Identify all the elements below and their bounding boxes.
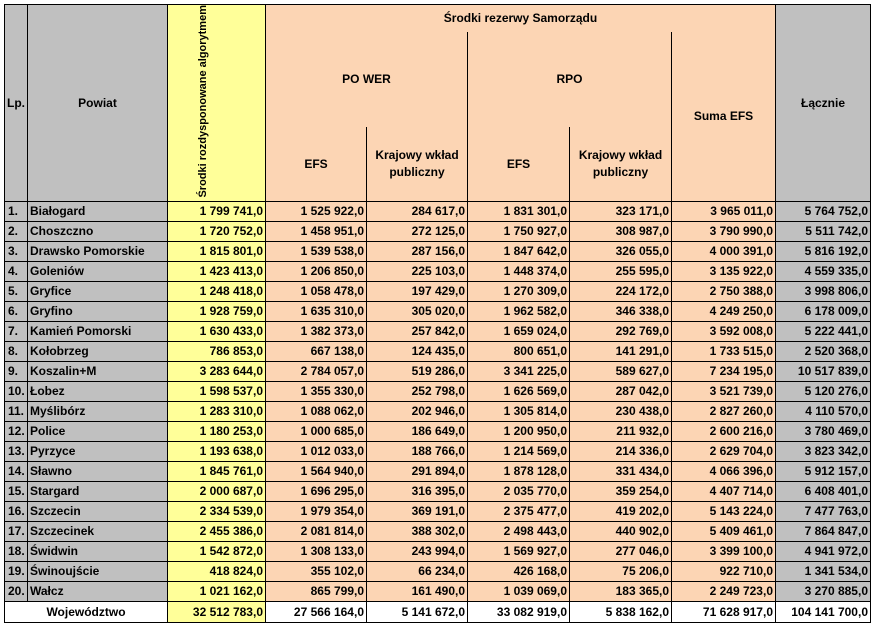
row-rpo-kwp: 141 291,0: [570, 341, 672, 361]
row-power-kwp: 272 125,0: [367, 221, 468, 241]
row-rpo-efs: 2 375 477,0: [468, 501, 570, 521]
total-rpo-kwp: 5 838 162,0: [570, 601, 672, 622]
row-suma: 3 399 100,0: [672, 541, 776, 561]
row-rpo-kwp: 440 902,0: [570, 521, 672, 541]
row-rpo-kwp: 326 055,0: [570, 241, 672, 261]
row-rpo-efs: 426 168,0: [468, 561, 570, 581]
row-alg: 1 928 759,0: [168, 301, 266, 321]
table-row: [5, 541, 871, 561]
row-alg: 1 193 638,0: [168, 441, 266, 461]
row-rpo-efs: 1 626 569,0: [468, 381, 570, 401]
row-lp: 5.: [5, 281, 28, 301]
row-suma: 5 143 224,0: [672, 501, 776, 521]
row-power-kwp: 287 156,0: [367, 241, 468, 261]
row-suma: 5 409 461,0: [672, 521, 776, 541]
row-power-efs: 1 635 310,0: [266, 301, 367, 321]
row-lp: 13.: [5, 441, 28, 461]
row-suma: 2 600 216,0: [672, 421, 776, 441]
row-suma: 4 249 250,0: [672, 301, 776, 321]
table-row: [5, 361, 871, 381]
row-power-kwp: 305 020,0: [367, 301, 468, 321]
row-rpo-kwp: 331 434,0: [570, 461, 672, 481]
row-power-kwp: 252 798,0: [367, 381, 468, 401]
row-lacznie: 4 559 335,0: [776, 261, 871, 281]
row-rpo-efs: 1 200 950,0: [468, 421, 570, 441]
row-alg: 2 000 687,0: [168, 481, 266, 501]
row-lp: 20.: [5, 581, 28, 601]
row-powiat: Kołobrzeg: [28, 341, 168, 361]
rpo-kwp-header: Krajowy wkład publiczny: [570, 127, 672, 201]
row-alg: 2 455 386,0: [168, 521, 266, 541]
row-lacznie: 4 941 972,0: [776, 541, 871, 561]
total-power-kwp: 5 141 672,0: [367, 601, 468, 622]
allocation-table: [4, 4, 871, 623]
row-rpo-kwp: 183 365,0: [570, 581, 672, 601]
row-suma: 2 249 723,0: [672, 581, 776, 601]
table-row: [5, 301, 871, 321]
row-alg: 2 334 539,0: [168, 501, 266, 521]
row-rpo-kwp: 230 438,0: [570, 401, 672, 421]
row-power-efs: 2 784 057,0: [266, 361, 367, 381]
total-label: Województwo: [5, 601, 168, 622]
row-lp: 6.: [5, 301, 28, 321]
row-power-efs: 1 058 478,0: [266, 281, 367, 301]
row-power-efs: 1 539 538,0: [266, 241, 367, 261]
row-rpo-efs: 1 847 642,0: [468, 241, 570, 261]
power-header: PO WER: [266, 32, 468, 128]
row-lacznie: 5 222 441,0: [776, 321, 871, 341]
table-row: [5, 341, 871, 361]
row-rpo-kwp: 224 172,0: [570, 281, 672, 301]
row-rpo-efs: 1 305 814,0: [468, 401, 570, 421]
row-rpo-kwp: 287 042,0: [570, 381, 672, 401]
row-rpo-efs: 2 035 770,0: [468, 481, 570, 501]
row-suma: 2 629 704,0: [672, 441, 776, 461]
row-power-kwp: 202 946,0: [367, 401, 468, 421]
row-rpo-efs: 1 214 569,0: [468, 441, 570, 461]
row-powiat: Goleniów: [28, 261, 168, 281]
row-power-efs: 667 138,0: [266, 341, 367, 361]
row-alg: 1 423 413,0: [168, 261, 266, 281]
row-suma: 4 066 396,0: [672, 461, 776, 481]
row-powiat: Police: [28, 421, 168, 441]
row-powiat: Sławno: [28, 461, 168, 481]
table-row: [5, 221, 871, 241]
row-powiat: Szczecinek: [28, 521, 168, 541]
row-suma: 2 827 260,0: [672, 401, 776, 421]
row-rpo-efs: 1 962 582,0: [468, 301, 570, 321]
row-lacznie: 10 517 839,0: [776, 361, 871, 381]
row-power-kwp: 124 435,0: [367, 341, 468, 361]
row-power-kwp: 257 842,0: [367, 321, 468, 341]
row-powiat: Białogard: [28, 201, 168, 221]
row-lacznie: 6 178 009,0: [776, 301, 871, 321]
rpo-efs-header: EFS: [468, 127, 570, 201]
row-rpo-kwp: 292 769,0: [570, 321, 672, 341]
row-powiat: Stargard: [28, 481, 168, 501]
total-alg: 32 512 783,0: [168, 601, 266, 622]
row-suma: 3 965 011,0: [672, 201, 776, 221]
row-power-kwp: 369 191,0: [367, 501, 468, 521]
row-lacznie: 5 764 752,0: [776, 201, 871, 221]
table-row: [5, 481, 871, 501]
row-power-efs: 1 012 033,0: [266, 441, 367, 461]
row-lp: 14.: [5, 461, 28, 481]
row-power-kwp: 188 766,0: [367, 441, 468, 461]
row-rpo-kwp: 214 336,0: [570, 441, 672, 461]
row-lp: 10.: [5, 381, 28, 401]
row-power-efs: 1 206 850,0: [266, 261, 367, 281]
rpo-header: RPO: [468, 32, 672, 128]
row-suma: 3 135 922,0: [672, 261, 776, 281]
row-powiat: Gryfice: [28, 281, 168, 301]
row-lp: 16.: [5, 501, 28, 521]
table-row: [5, 241, 871, 261]
row-alg: 1 720 752,0: [168, 221, 266, 241]
row-suma: 4 000 391,0: [672, 241, 776, 261]
row-lacznie: 4 110 570,0: [776, 401, 871, 421]
row-lp: 15.: [5, 481, 28, 501]
row-lp: 11.: [5, 401, 28, 421]
row-rpo-kwp: 211 932,0: [570, 421, 672, 441]
row-lp: 4.: [5, 261, 28, 281]
row-lacznie: 3 780 469,0: [776, 421, 871, 441]
row-rpo-kwp: 346 338,0: [570, 301, 672, 321]
row-lp: 2.: [5, 221, 28, 241]
table-row: [5, 441, 871, 461]
lp-header: Lp.: [5, 5, 28, 202]
row-powiat: Gryfino: [28, 301, 168, 321]
row-power-efs: 355 102,0: [266, 561, 367, 581]
row-power-efs: 1 696 295,0: [266, 481, 367, 501]
table-row: [5, 421, 871, 441]
row-rpo-efs: 3 341 225,0: [468, 361, 570, 381]
reserve-header: Środki rezerwy Samorządu: [266, 5, 776, 32]
allocation-table-wrapper: [4, 4, 871, 623]
row-lacznie: 5 120 276,0: [776, 381, 871, 401]
row-power-efs: 2 081 814,0: [266, 521, 367, 541]
table-row: [5, 501, 871, 521]
row-rpo-efs: 2 498 443,0: [468, 521, 570, 541]
table-row: [5, 461, 871, 481]
row-alg: 1 180 253,0: [168, 421, 266, 441]
row-rpo-kwp: 419 202,0: [570, 501, 672, 521]
row-alg: 1 248 418,0: [168, 281, 266, 301]
row-powiat: Choszczno: [28, 221, 168, 241]
table-row: [5, 261, 871, 281]
row-lacznie: 3 998 806,0: [776, 281, 871, 301]
row-lp: 17.: [5, 521, 28, 541]
row-alg: 1 283 310,0: [168, 401, 266, 421]
row-alg: 1 542 872,0: [168, 541, 266, 561]
row-rpo-kwp: 359 254,0: [570, 481, 672, 501]
row-power-kwp: 291 894,0: [367, 461, 468, 481]
row-power-kwp: 197 429,0: [367, 281, 468, 301]
row-power-efs: 865 799,0: [266, 581, 367, 601]
row-lp: 3.: [5, 241, 28, 261]
row-alg: 418 824,0: [168, 561, 266, 581]
total-row: [5, 601, 871, 622]
row-power-efs: 1 355 330,0: [266, 381, 367, 401]
row-lacznie: 7 864 847,0: [776, 521, 871, 541]
row-alg: 786 853,0: [168, 341, 266, 361]
row-alg: 1 799 741,0: [168, 201, 266, 221]
row-powiat: Szczecin: [28, 501, 168, 521]
row-powiat: Łobez: [28, 381, 168, 401]
row-power-kwp: 161 490,0: [367, 581, 468, 601]
powiat-header: Powiat: [28, 5, 168, 202]
row-power-efs: 1 000 685,0: [266, 421, 367, 441]
total-lacznie: 104 141 700,0: [776, 601, 871, 622]
row-rpo-efs: 1 270 309,0: [468, 281, 570, 301]
table-row: [5, 281, 871, 301]
row-rpo-kwp: 308 987,0: [570, 221, 672, 241]
row-alg: 1 815 801,0: [168, 241, 266, 261]
row-lacznie: 7 477 763,0: [776, 501, 871, 521]
row-lacznie: 5 511 742,0: [776, 221, 871, 241]
row-powiat: Pyrzyce: [28, 441, 168, 461]
row-rpo-efs: 1 448 374,0: [468, 261, 570, 281]
row-rpo-efs: 1 659 024,0: [468, 321, 570, 341]
row-powiat: Myślibórz: [28, 401, 168, 421]
row-lacznie: 3 270 885,0: [776, 581, 871, 601]
row-rpo-efs: 1 878 128,0: [468, 461, 570, 481]
row-rpo-efs: 1 569 927,0: [468, 541, 570, 561]
row-power-kwp: 225 103,0: [367, 261, 468, 281]
row-rpo-efs: 1 750 927,0: [468, 221, 570, 241]
row-lp: 9.: [5, 361, 28, 381]
row-lacznie: 3 823 342,0: [776, 441, 871, 461]
row-power-efs: 1 979 354,0: [266, 501, 367, 521]
row-powiat: Świdwin: [28, 541, 168, 561]
table-row: [5, 381, 871, 401]
table-row: [5, 581, 871, 601]
row-lacznie: 5 816 192,0: [776, 241, 871, 261]
row-power-kwp: 316 395,0: [367, 481, 468, 501]
row-rpo-efs: 1 831 301,0: [468, 201, 570, 221]
row-powiat: Koszalin+M: [28, 361, 168, 381]
table-row: [5, 521, 871, 541]
row-power-efs: 1 525 922,0: [266, 201, 367, 221]
row-lacznie: 6 408 401,0: [776, 481, 871, 501]
row-power-efs: 1 382 373,0: [266, 321, 367, 341]
row-lacznie: 2 520 368,0: [776, 341, 871, 361]
table-body: [5, 201, 871, 601]
row-powiat: Drawsko Pomorskie: [28, 241, 168, 261]
row-rpo-kwp: 277 046,0: [570, 541, 672, 561]
row-suma: 3 790 990,0: [672, 221, 776, 241]
row-rpo-kwp: 323 171,0: [570, 201, 672, 221]
algorithm-header: [168, 5, 266, 202]
table-row: [5, 401, 871, 421]
row-alg: 3 283 644,0: [168, 361, 266, 381]
row-suma: 3 592 008,0: [672, 321, 776, 341]
table-row: [5, 561, 871, 581]
total-power-efs: 27 566 164,0: [266, 601, 367, 622]
row-alg: 1 598 537,0: [168, 381, 266, 401]
row-lp: 1.: [5, 201, 28, 221]
row-power-kwp: 66 234,0: [367, 561, 468, 581]
row-suma: 3 521 739,0: [672, 381, 776, 401]
row-suma: 7 234 195,0: [672, 361, 776, 381]
row-power-kwp: 186 649,0: [367, 421, 468, 441]
row-suma: 4 407 714,0: [672, 481, 776, 501]
row-rpo-kwp: 589 627,0: [570, 361, 672, 381]
row-power-efs: 1 308 133,0: [266, 541, 367, 561]
row-alg: 1 630 433,0: [168, 321, 266, 341]
row-suma: 922 710,0: [672, 561, 776, 581]
total-rpo-efs: 33 082 919,0: [468, 601, 570, 622]
total-header: Łącznie: [776, 5, 871, 202]
row-alg: 1 021 162,0: [168, 581, 266, 601]
row-powiat: Wałcz: [28, 581, 168, 601]
row-powiat: Świnoujście: [28, 561, 168, 581]
power-efs-header: EFS: [266, 127, 367, 201]
row-powiat: Kamień Pomorski: [28, 321, 168, 341]
row-lp: 12.: [5, 421, 28, 441]
row-rpo-efs: 800 651,0: [468, 341, 570, 361]
row-power-efs: 1 458 951,0: [266, 221, 367, 241]
row-rpo-kwp: 255 595,0: [570, 261, 672, 281]
total-suma: 71 628 917,0: [672, 601, 776, 622]
suma-efs-header: Suma EFS: [672, 32, 776, 202]
row-power-efs: 1 088 062,0: [266, 401, 367, 421]
row-power-kwp: 284 617,0: [367, 201, 468, 221]
row-alg: 1 845 761,0: [168, 461, 266, 481]
row-suma: 2 750 388,0: [672, 281, 776, 301]
table-row: [5, 321, 871, 341]
row-suma: 1 733 515,0: [672, 341, 776, 361]
row-rpo-efs: 1 039 069,0: [468, 581, 570, 601]
power-kwp-header: Krajowy wkład publiczny: [367, 127, 468, 201]
row-power-kwp: 388 302,0: [367, 521, 468, 541]
row-lacznie: 5 912 157,0: [776, 461, 871, 481]
row-power-efs: 1 564 940,0: [266, 461, 367, 481]
row-rpo-kwp: 75 206,0: [570, 561, 672, 581]
table-row: [5, 201, 871, 221]
row-power-kwp: 243 994,0: [367, 541, 468, 561]
row-lp: 8.: [5, 341, 28, 361]
row-power-kwp: 519 286,0: [367, 361, 468, 381]
row-lacznie: 1 341 534,0: [776, 561, 871, 581]
row-lp: 7.: [5, 321, 28, 341]
row-lp: 18.: [5, 541, 28, 561]
row-lp: 19.: [5, 561, 28, 581]
algorithm-header-label: Środki rozdysponowane algorytmem: [196, 5, 209, 198]
